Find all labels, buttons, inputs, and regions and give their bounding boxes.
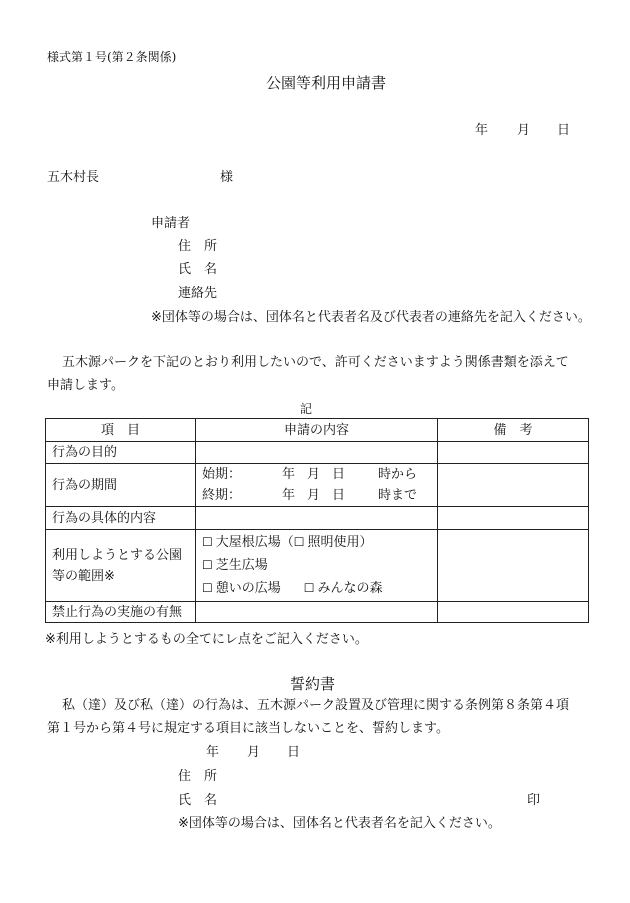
option-lighting: 照明使用） xyxy=(307,535,373,550)
range-options-cell xyxy=(196,530,438,602)
checkbox-ikoi[interactable]: ☐ xyxy=(202,581,213,595)
range-option-line-1 xyxy=(202,531,431,554)
period-start-month: 月 xyxy=(307,467,321,482)
table-row xyxy=(46,464,589,507)
table-header-row xyxy=(46,419,589,442)
date-year: 年 xyxy=(475,123,489,138)
pledge-name-label: 氏 名 xyxy=(178,793,218,808)
header-content: 申請の内容 xyxy=(196,419,438,442)
row-label-range xyxy=(46,530,196,602)
applicant-note: ※団体等の場合は、団体名と代表者名及び代表者の連絡先を記入ください。 xyxy=(151,310,591,325)
range-option-line-2 xyxy=(202,554,431,577)
purpose-input-cell[interactable] xyxy=(196,442,438,464)
period-start-label: 始期： xyxy=(202,467,242,482)
period-remarks-cell[interactable] xyxy=(438,464,589,507)
checkbox-lighting[interactable]: ☐ xyxy=(293,535,305,549)
pledge-day: 日 xyxy=(287,745,301,760)
addressee-honorific: 様 xyxy=(220,170,234,185)
prohibit-remarks-cell[interactable] xyxy=(438,602,589,623)
date-day: 日 xyxy=(557,123,571,138)
header-remarks: 備 考 xyxy=(438,419,589,442)
option-ikoi: 憩いの広場 xyxy=(215,581,281,596)
applicant-address-label: 住 所 xyxy=(178,239,218,254)
row-label-prohibit: 禁止行為の実施の有無 xyxy=(46,602,196,623)
range-label-line-2: 等の範囲※ xyxy=(52,568,115,584)
checkbox-shibafu[interactable]: ☐ xyxy=(202,558,213,572)
page-title: 公園等利用申請書 xyxy=(266,74,387,92)
table-row xyxy=(46,507,589,530)
row-label-purpose: 行為の目的 xyxy=(46,442,196,464)
range-label-line-1: 利用しようとする公園 xyxy=(52,547,183,563)
application-table xyxy=(45,418,589,623)
checkbox-oyane[interactable]: ☐ xyxy=(202,535,213,549)
pledge-address-label: 住 所 xyxy=(178,769,218,784)
table-row xyxy=(46,442,589,464)
period-start-time: 時から xyxy=(378,467,418,482)
period-end-time: 時まで xyxy=(378,488,418,503)
period-end-day: 日 xyxy=(332,488,346,503)
range-option-line-3 xyxy=(202,577,431,600)
addressee-name: 五木村長 xyxy=(47,170,100,185)
pledge-note: ※団体等の場合は、団体名と代表者名を記入ください。 xyxy=(178,816,501,831)
detail-input-cell[interactable] xyxy=(196,507,438,530)
pledge-year: 年 xyxy=(206,745,220,760)
period-end-month: 月 xyxy=(307,488,321,503)
period-start-day: 日 xyxy=(332,467,346,482)
period-end-label: 終期： xyxy=(202,488,242,503)
applicant-contact-label: 連絡先 xyxy=(178,286,218,301)
pledge-line-1: 私（達）及び私（達）の行為は、五木源パーク設置及び管理に関する条例第８条第４項 xyxy=(62,698,570,713)
request-line-2: 申請します。 xyxy=(47,378,124,393)
purpose-remarks-cell[interactable] xyxy=(438,442,589,464)
period-start-year: 年 xyxy=(282,467,296,482)
table-row xyxy=(46,530,589,602)
table-note: ※利用しようとするもの全てにレ点をご記入ください。 xyxy=(45,632,368,647)
option-shibafu: 芝生広場 xyxy=(215,558,268,573)
date-month: 月 xyxy=(517,123,531,138)
pledge-seal: 印 xyxy=(527,793,541,808)
row-label-period: 行為の期間 xyxy=(46,464,196,507)
form-number: 様式第１号(第２条関係) xyxy=(47,50,177,64)
option-minna: みんなの森 xyxy=(317,581,383,596)
applicant-name-label: 氏 名 xyxy=(178,262,218,277)
applicant-heading: 申請者 xyxy=(151,216,191,231)
option-oyane: 大屋根広場（ xyxy=(215,535,294,550)
checkbox-minna[interactable]: ☐ xyxy=(303,581,315,595)
pledge-line-2: 第１号から第４号に規定する項目に該当しないことを、誓約します。 xyxy=(47,721,449,736)
period-end-line xyxy=(202,485,431,506)
period-end-year: 年 xyxy=(282,488,296,503)
ki-heading: 記 xyxy=(300,402,313,416)
request-line-1: 五木源パークを下記のとおり利用したいので、許可くださいますよう関係書類を添えて xyxy=(62,355,569,370)
range-remarks-cell[interactable] xyxy=(438,530,589,602)
table-row xyxy=(46,602,589,623)
period-start-line xyxy=(202,464,431,485)
pledge-month: 月 xyxy=(247,745,261,760)
prohibit-input-cell[interactable] xyxy=(196,602,438,623)
header-item: 項 目 xyxy=(46,419,196,442)
detail-remarks-cell[interactable] xyxy=(438,507,589,530)
pledge-title: 誓約書 xyxy=(290,675,336,693)
period-input-cell[interactable] xyxy=(196,464,438,507)
row-label-detail: 行為の具体的内容 xyxy=(46,507,196,530)
